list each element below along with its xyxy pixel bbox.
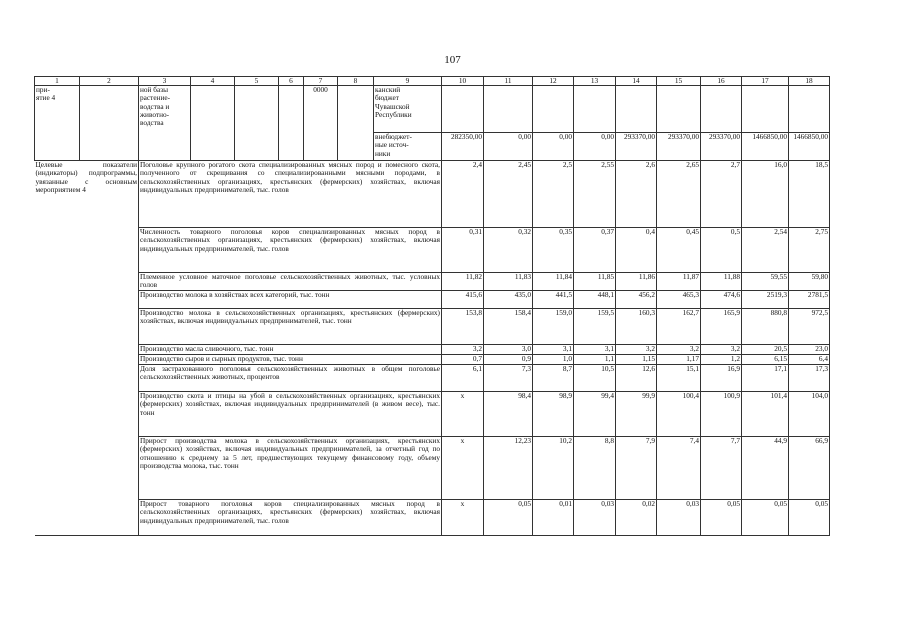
indicator-value: 2,6 bbox=[616, 161, 657, 228]
cell-empty bbox=[338, 86, 374, 161]
indicator-value: 17,3 bbox=[789, 365, 830, 392]
indicator-row bbox=[35, 291, 830, 309]
funding-value: 293370,00 bbox=[657, 133, 701, 161]
indicator-value: 12,6 bbox=[616, 365, 657, 392]
indicator-value: 159,5 bbox=[574, 309, 616, 345]
indicator-value: 18,5 bbox=[789, 161, 830, 228]
funding-source-extrabudget: внебюджет- ные источ- ники bbox=[374, 133, 442, 161]
indicator-value: 100,9 bbox=[701, 392, 742, 437]
column-number: 18 bbox=[789, 77, 830, 86]
indicator-row bbox=[35, 437, 830, 500]
indicator-value: 3,1 bbox=[574, 345, 616, 355]
indicator-value: 16,9 bbox=[701, 365, 742, 392]
indicator-name: Доля застрахованного поголовья сельскохозяйственных животных в общем поголовье сельскохозяйственных животных, процентов bbox=[139, 365, 442, 392]
indicator-value: 0,4 bbox=[616, 228, 657, 273]
column-number: 15 bbox=[657, 77, 701, 86]
column-number: 13 bbox=[574, 77, 616, 86]
column-number: 1 bbox=[35, 77, 80, 86]
indicator-value: 101,4 bbox=[742, 392, 789, 437]
indicator-value: 11,82 bbox=[442, 273, 484, 291]
indicator-value: 415,6 bbox=[442, 291, 484, 309]
indicator-value: 3,2 bbox=[657, 345, 701, 355]
column-number: 17 bbox=[742, 77, 789, 86]
indicator-name: Производство скота и птицы на убой в сельскохозяйственных организациях, крестьянских (фермерских) хозяйствах, включая индивидуальных предпринимателей (в живом весе), тыс. тонн bbox=[139, 392, 442, 437]
indicator-value: 0,45 bbox=[657, 228, 701, 273]
indicator-value: 7,4 bbox=[657, 437, 701, 500]
indicator-value: 3,2 bbox=[701, 345, 742, 355]
indicator-value: 2,4 bbox=[442, 161, 484, 228]
indicator-value: 0,05 bbox=[789, 500, 830, 536]
indicator-value: 99,4 bbox=[574, 392, 616, 437]
indicator-row bbox=[35, 161, 830, 228]
indicator-name: Численность товарного поголовья коров специализированных мясных пород в сельскохозяйственных организациях, крестьянских (фермерских) хозяйствах, включая индивидуальных предпринимателей, тыс. голов bbox=[139, 228, 442, 273]
column-number: 5 bbox=[235, 77, 279, 86]
indicator-value: 100,4 bbox=[657, 392, 701, 437]
funding-value: 293370,00 bbox=[701, 133, 742, 161]
indicator-value: 0,03 bbox=[657, 500, 701, 536]
indicator-value: 0,05 bbox=[484, 500, 533, 536]
indicator-value: 2,45 bbox=[484, 161, 533, 228]
column-number: 9 bbox=[374, 77, 442, 86]
indicator-value: 2,7 bbox=[701, 161, 742, 228]
indicator-value: 0,03 bbox=[574, 500, 616, 536]
indicator-value: 435,0 bbox=[484, 291, 533, 309]
indicator-row bbox=[35, 365, 830, 392]
indicator-value: 0,9 bbox=[484, 355, 533, 365]
column-number-row bbox=[35, 77, 830, 86]
indicator-value: 448,1 bbox=[574, 291, 616, 309]
indicator-name: Производство молока в хозяйствах всех категорий, тыс. тонн bbox=[139, 291, 442, 309]
indicator-value: 159,0 bbox=[533, 309, 574, 345]
indicator-row bbox=[35, 355, 830, 365]
indicator-row bbox=[35, 309, 830, 345]
indicator-value: 1,0 bbox=[533, 355, 574, 365]
indicator-value: х bbox=[442, 437, 484, 500]
indicator-row bbox=[35, 392, 830, 437]
page-number: 107 bbox=[444, 54, 461, 66]
indicator-value: 160,3 bbox=[616, 309, 657, 345]
indicator-value: 59,80 bbox=[789, 273, 830, 291]
indicator-value: 104,0 bbox=[789, 392, 830, 437]
indicator-value: 12,23 bbox=[484, 437, 533, 500]
cell-code: 0000 bbox=[304, 86, 338, 161]
indicator-value: 2519,3 bbox=[742, 291, 789, 309]
indicator-value: 11,88 bbox=[701, 273, 742, 291]
indicator-value: 441,5 bbox=[533, 291, 574, 309]
cell-activity-name: ной базы растение- водства и животно- водства bbox=[139, 86, 191, 161]
indicator-value: 98,4 bbox=[484, 392, 533, 437]
funding-value: 293370,00 bbox=[616, 133, 657, 161]
funding-value: 1466850,00 bbox=[789, 133, 830, 161]
indicator-value: 15,1 bbox=[657, 365, 701, 392]
indicator-value: 1,15 bbox=[616, 355, 657, 365]
funding-value: 1466850,00 bbox=[742, 133, 789, 161]
indicator-name: Племенное условное маточное поголовье сельскохозяйственных животных, тыс. условных голов bbox=[140, 272, 440, 290]
indicator-value: 44,9 bbox=[742, 437, 789, 500]
column-number: 3 bbox=[139, 77, 191, 86]
top-block-row-1 bbox=[35, 86, 830, 133]
indicator-row bbox=[35, 273, 830, 291]
indicator-value: 6,15 bbox=[742, 355, 789, 365]
indicator-value: 0,7 bbox=[442, 355, 484, 365]
indicator-value: 11,86 bbox=[616, 273, 657, 291]
funding-value: 0,00 bbox=[533, 133, 574, 161]
program-table bbox=[34, 76, 830, 536]
indicator-name: Производство молока в сельскохозяйственных организациях, крестьянских (фермерских) хозяйствах, включая индивидуальных предпринимателей, тыс. тонн bbox=[139, 309, 442, 345]
indicator-value: 16,0 bbox=[742, 161, 789, 228]
cell-empty bbox=[235, 86, 279, 161]
indicator-value: 3,2 bbox=[442, 345, 484, 355]
indicator-name: Поголовье крупного рогатого скота специализированных мясных пород и помесного скота, полученного от скрещивания со специализированными мясными породами, в сельскохозяйственных организациях, крестьянских (фермерских) хозяйствах, включая индивидуальных предпринимателей, тыс. голов bbox=[139, 161, 442, 228]
funding-value: 0,00 bbox=[574, 133, 616, 161]
column-number: 14 bbox=[616, 77, 657, 86]
column-number: 6 bbox=[279, 77, 304, 86]
indicator-name: Прирост товарного поголовья коров специализированных мясных пород в сельскохозяйственных организациях, крестьянских (фермерских) хозяйствах, включая индивидуальных предпринимателей, тыс. голов bbox=[139, 500, 442, 536]
column-number: 10 bbox=[442, 77, 484, 86]
indicators-label: Целевые показатели (индикаторы) подпрограммы, увязанные с основным мероприятием 4 bbox=[35, 161, 139, 536]
indicator-value: 2,65 bbox=[657, 161, 701, 228]
indicator-row bbox=[35, 228, 830, 273]
indicator-value: 2781,5 bbox=[789, 291, 830, 309]
indicator-value: 10,5 bbox=[574, 365, 616, 392]
indicator-value: 162,7 bbox=[657, 309, 701, 345]
indicator-value: 0,02 bbox=[616, 500, 657, 536]
indicator-value: 66,9 bbox=[789, 437, 830, 500]
indicator-value: 59,55 bbox=[742, 273, 789, 291]
indicator-value: 158,4 bbox=[484, 309, 533, 345]
indicator-value: 7,9 bbox=[616, 437, 657, 500]
column-number: 11 bbox=[484, 77, 533, 86]
indicator-value: 6,1 bbox=[442, 365, 484, 392]
indicator-value: 20,5 bbox=[742, 345, 789, 355]
indicator-value: 0,05 bbox=[742, 500, 789, 536]
funding-value: 282350,00 bbox=[442, 133, 484, 161]
indicator-value: 0,37 bbox=[574, 228, 616, 273]
indicator-value: 11,84 bbox=[533, 273, 574, 291]
indicator-value: 972,5 bbox=[789, 309, 830, 345]
column-number: 12 bbox=[533, 77, 574, 86]
column-number: 2 bbox=[80, 77, 139, 86]
indicator-value: 0,01 bbox=[533, 500, 574, 536]
cell-activity-number: при- ятие 4 bbox=[35, 86, 80, 161]
indicator-value: 23,0 bbox=[789, 345, 830, 355]
indicator-value: 2,55 bbox=[574, 161, 616, 228]
indicator-value: 0,31 bbox=[442, 228, 484, 273]
column-number: 7 bbox=[304, 77, 338, 86]
column-number: 4 bbox=[191, 77, 235, 86]
indicator-value: 99,9 bbox=[616, 392, 657, 437]
indicator-value: 3,0 bbox=[484, 345, 533, 355]
indicator-value: 474,6 bbox=[701, 291, 742, 309]
column-number: 8 bbox=[338, 77, 374, 86]
indicator-value: 11,85 bbox=[574, 273, 616, 291]
indicator-row bbox=[35, 500, 830, 536]
indicator-value: 7,3 bbox=[484, 365, 533, 392]
indicator-value: 3,2 bbox=[616, 345, 657, 355]
indicator-row bbox=[35, 345, 830, 355]
indicator-name: Производство масла сливочного, тыс. тонн bbox=[139, 345, 442, 355]
indicator-value: 465,3 bbox=[657, 291, 701, 309]
indicator-value: х bbox=[442, 500, 484, 536]
indicator-value: 0,35 bbox=[533, 228, 574, 273]
indicator-value: 2,75 bbox=[789, 228, 830, 273]
indicator-value: 8,7 bbox=[533, 365, 574, 392]
indicator-value: 456,2 bbox=[616, 291, 657, 309]
indicator-value: 880,8 bbox=[742, 309, 789, 345]
indicator-value: х bbox=[442, 392, 484, 437]
indicator-value: 1,2 bbox=[701, 355, 742, 365]
indicator-value: 2,54 bbox=[742, 228, 789, 273]
indicator-value: 17,1 bbox=[742, 365, 789, 392]
indicator-value: 6,4 bbox=[789, 355, 830, 365]
indicator-name: Производство сыров и сырных продуктов, тыс. тонн bbox=[139, 355, 442, 365]
indicator-value: 165,9 bbox=[701, 309, 742, 345]
indicator-value: 10,2 bbox=[533, 437, 574, 500]
indicator-value: 3,1 bbox=[533, 345, 574, 355]
indicator-value: 153,8 bbox=[442, 309, 484, 345]
indicator-name: Прирост производства молока в сельскохозяйственных организациях, крестьянских (фермерских) хозяйствах, включая индивидуальных предпринимателей, за отчетный год по отношению к среднему за 5 лет, предшествующих текущему финансовому году, объему производства молока, тыс. тонн bbox=[139, 437, 442, 500]
indicator-value: 1,17 bbox=[657, 355, 701, 365]
funding-value: 0,00 bbox=[484, 133, 533, 161]
indicator-value: 0,05 bbox=[701, 500, 742, 536]
indicator-value: 0,5 bbox=[701, 228, 742, 273]
indicator-value: 0,32 bbox=[484, 228, 533, 273]
indicator-value: 2,5 bbox=[533, 161, 574, 228]
column-number: 16 bbox=[701, 77, 742, 86]
cell-empty bbox=[279, 86, 304, 161]
indicator-value: 8,8 bbox=[574, 437, 616, 500]
indicator-value: 11,87 bbox=[657, 273, 701, 291]
indicator-value: 1,1 bbox=[574, 355, 616, 365]
indicator-value: 11,83 bbox=[484, 273, 533, 291]
indicator-value: 98,9 bbox=[533, 392, 574, 437]
funding-source-budget: канский бюджет Чувашской Республики bbox=[374, 86, 442, 133]
indicator-value: 7,7 bbox=[701, 437, 742, 500]
cell-empty bbox=[80, 86, 139, 161]
cell-empty bbox=[191, 86, 235, 161]
